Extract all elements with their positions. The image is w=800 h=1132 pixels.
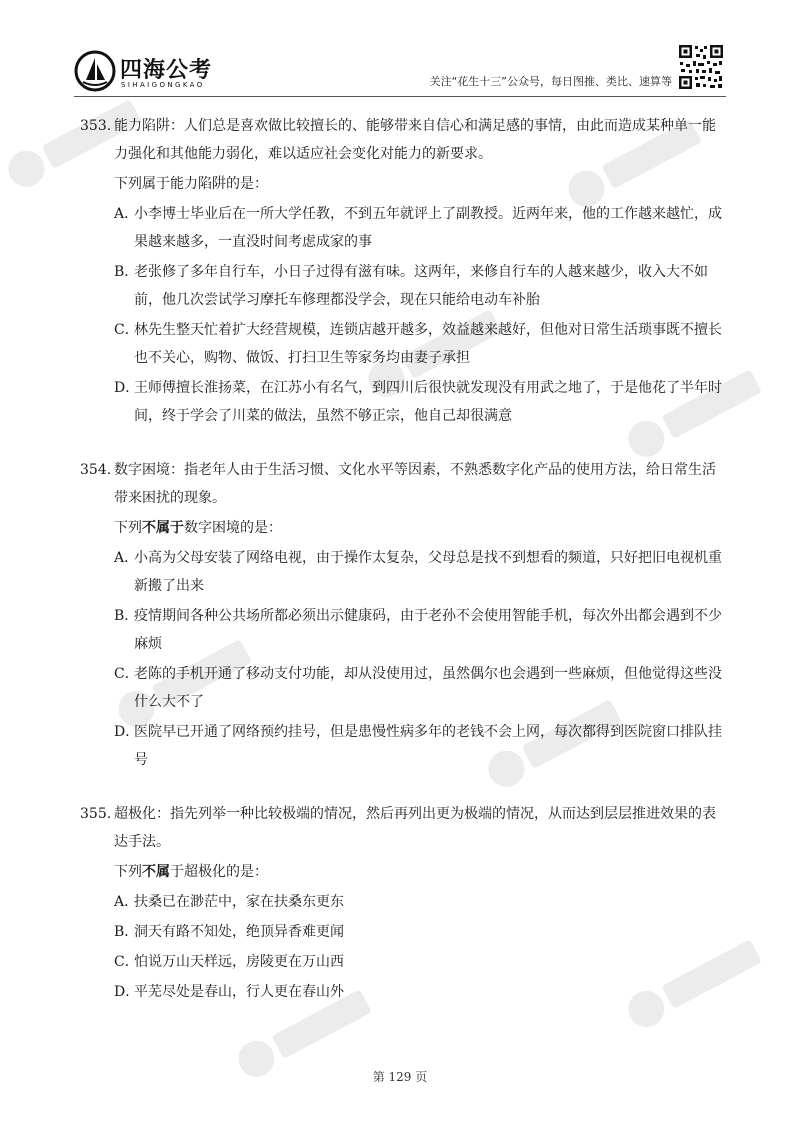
question-353 [80, 112, 728, 430]
option-c [80, 660, 728, 716]
question-354 [80, 456, 728, 774]
option-text: 疫情期间各种公共场所都必须出示健康码，由于老孙不会使用智能手机，每次外出都会遇到不少麻烦 [134, 608, 722, 652]
prompt-emphasis: 不属 [142, 864, 170, 880]
option-text: 老陈的手机开通了移动支付功能，却从没使用过，虽然偶尔也会遇到一些麻烦，但他觉得这些没什么大不了 [134, 666, 722, 710]
prompt-text-tail: 数字困境的是： [184, 520, 282, 536]
option-d [80, 374, 728, 430]
option-letter: B． [114, 264, 139, 280]
option-d [80, 718, 728, 774]
option-a [80, 544, 728, 600]
option-a [80, 888, 728, 916]
question-list [80, 112, 728, 1032]
question-number: 355. [80, 806, 112, 822]
question-stem [80, 800, 728, 856]
option-text: 小李博士毕业后在一所大学任教，不到五年就评上了副教授。近两年来，他的工作越来越忙，成果越来越多，一直没时间考虑成家的事 [134, 206, 722, 250]
question-number: 354. [80, 462, 112, 478]
question-definition: 超极化：指先列举一种比较极端的情况，然后再列出更为极端的情况，从而达到层层推进效果的表达手法。 [114, 806, 716, 850]
sailboat-logo-icon [74, 50, 116, 92]
option-text: 洞天有路不知处，绝顶异香难更闻 [134, 924, 344, 940]
question-prompt [80, 514, 728, 542]
prompt-text: 下列属于能力陷阱的是： [114, 176, 268, 192]
question-definition: 能力陷阱：人们总是喜欢做比较擅长的、能够带来自信心和满足感的事情，由此而造成某种单一能力强化和其他能力弱化，难以适应社会变化对能力的新要求。 [114, 118, 716, 162]
question-stem [80, 456, 728, 512]
option-text: 王师傅擅长淮扬菜，在江苏小有名气，到四川后很快就发现没有用武之地了，于是他花了半年时间，终于学会了川菜的做法，虽然不够正宗，他自己却很满意 [134, 380, 722, 424]
question-number: 353. [80, 118, 112, 134]
option-text: 医院早已开通了网络预约挂号，但是患慢性病多年的老钱不会上网，每次都得到医院窗口排队挂号 [134, 724, 722, 768]
question-definition: 数字困境：指老年人由于生活习惯、文化水平等因素，不熟悉数字化产品的使用方法，给日常生活带来困扰的现象。 [114, 462, 716, 506]
option-b [80, 918, 728, 946]
question-stem [80, 112, 728, 168]
option-d [80, 978, 728, 1006]
brand-logo [74, 50, 214, 94]
option-letter: A． [114, 894, 139, 910]
page-number: 第 129 页 [372, 1070, 428, 1084]
option-text: 老张修了多年自行车，小日子过得有滋有味。这两年，来修自行车的人越来越少，收入大不如前，他几次尝试学习摩托车修理都没学会，现在只能给电动车补胎 [134, 264, 708, 308]
option-b [80, 602, 728, 658]
option-text: 扶桑已在渺茫中，家在扶桑东更东 [134, 894, 344, 910]
prompt-emphasis: 不属于 [142, 520, 184, 536]
question-prompt [80, 858, 728, 886]
option-letter: A． [114, 550, 139, 566]
header-slogan: 关注“花生十三”公众号，每日图推、类比、速算等 [429, 75, 672, 88]
option-letter: D． [114, 724, 140, 740]
option-letter: D． [114, 380, 140, 396]
logo-subtitle: SIHAIGONGKAO [121, 81, 205, 89]
option-letter: B． [114, 608, 139, 624]
option-letter: C． [114, 666, 139, 682]
header-divider [74, 96, 726, 97]
option-text: 平芜尽处是春山，行人更在春山外 [134, 984, 344, 1000]
option-letter: C． [114, 322, 139, 338]
page-header [0, 0, 800, 104]
option-c [80, 316, 728, 372]
option-letter: A． [114, 206, 139, 222]
option-c [80, 948, 728, 976]
option-a [80, 200, 728, 256]
qr-code-icon [678, 44, 724, 90]
prompt-text: 下列 [114, 864, 142, 880]
option-text: 小高为父母安装了网络电视，由于操作太复杂，父母总是找不到想看的频道，只好把旧电视机重新搬了出来 [134, 550, 722, 594]
option-text: 怕说万山天样远，房陵更在万山西 [134, 954, 344, 970]
prompt-text: 下列 [114, 520, 142, 536]
prompt-text-tail: 于超极化的是： [170, 864, 268, 880]
option-letter: B． [114, 924, 139, 940]
logo-name: 四海公考 [120, 58, 213, 83]
option-b [80, 258, 728, 314]
option-letter: D． [114, 984, 140, 1000]
option-text: 林先生整天忙着扩大经营规模，连锁店越开越多，效益越来越好，但他对日常生活琐事既不擅长也不关心，购物、做饭、打扫卫生等家务均由妻子承担 [134, 322, 722, 366]
question-355 [80, 800, 728, 1006]
option-letter: C． [114, 954, 139, 970]
question-prompt [80, 170, 728, 198]
